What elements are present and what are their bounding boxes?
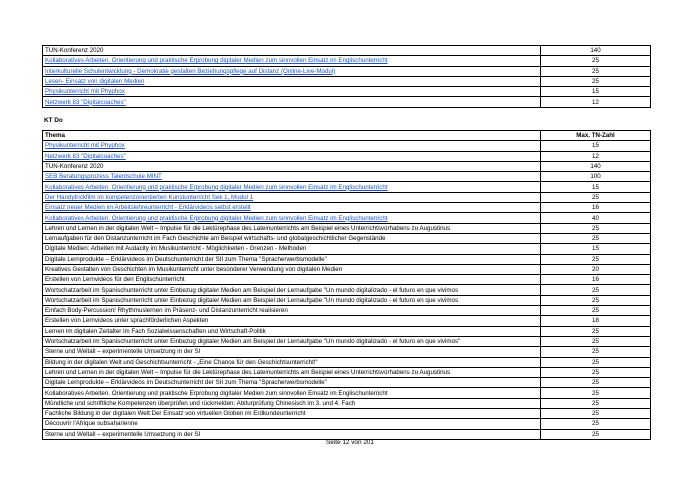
course-table-top bbox=[42, 45, 651, 108]
course-title: Bildung in der digitalen Welt und Geschichtsunterricht - „Eine Chance für den Geschichtsunterricht!“ bbox=[43, 357, 541, 367]
table-row bbox=[43, 141, 651, 151]
header-thema: Thema bbox=[43, 131, 541, 141]
table-row bbox=[43, 66, 651, 76]
table-row bbox=[43, 203, 651, 213]
course-link[interactable]: Kollaboratives Arbeiten. Orientierung und praktische Erprobung digitaler Medien zum sinnvollen Einsatz im Englischunterricht bbox=[43, 56, 541, 66]
course-link[interactable]: Lesen- Einsatz von digitalen Medien bbox=[43, 76, 541, 86]
table-row bbox=[43, 285, 651, 295]
participant-count: 25 bbox=[541, 367, 651, 377]
table-row bbox=[43, 213, 651, 223]
course-title: Sterne und Weltall – experimentelle Umsetzung in der SI bbox=[43, 347, 541, 357]
course-link[interactable]: Netzwerk 83 "Digitalcoaches" bbox=[43, 97, 541, 107]
table-row bbox=[43, 357, 651, 367]
course-title: TUN-Konferenz 2020 bbox=[43, 161, 541, 171]
table-row bbox=[43, 378, 651, 388]
participant-count: 25 bbox=[541, 56, 651, 66]
course-title: TUN-Konferenz 2020 bbox=[43, 46, 541, 56]
participant-count: 25 bbox=[541, 347, 651, 357]
participant-count: 20 bbox=[541, 264, 651, 274]
table-row bbox=[43, 172, 651, 182]
table-row bbox=[43, 233, 651, 243]
participant-count: 25 bbox=[541, 76, 651, 86]
participant-count: 25 bbox=[541, 336, 651, 346]
table-row bbox=[43, 409, 651, 419]
course-title: Fachliche Bildung in der digitalen Welt:Der Einsatz von virtuellen Globen im Erdkundeunterricht bbox=[43, 409, 541, 419]
participant-count: 16 bbox=[541, 275, 651, 285]
participant-count: 12 bbox=[541, 97, 651, 107]
participant-count: 25 bbox=[541, 388, 651, 398]
participant-count: 25 bbox=[541, 326, 651, 336]
course-link[interactable]: SEB Beratungsprozess Talentschule MINT bbox=[43, 172, 541, 182]
course-title: Erstellen von Lernvideos für den Englischunterricht bbox=[43, 275, 541, 285]
course-link[interactable]: Interkulturelle Schulentwicklung - Demokratie gestalten Beziehungspflege auf Distanz (Online-Live-Modul) bbox=[43, 66, 541, 76]
course-title: Digitale Lernprodukte – Erklärvideos im Deutschunterricht der SII zum Thema "Spracherwerbsmodelle" bbox=[43, 378, 541, 388]
course-link[interactable]: Kollaboratives Arbeiten. Orientierung und praktische Erprobung digitaler Medien zum sinnvollen Einsatz im Englischunterricht bbox=[43, 182, 541, 192]
table-row bbox=[43, 87, 651, 97]
course-title: Lernaufgaben für den Distanzunterricht im Fach Geschichte am Beispiel wirtschafts- und globalgeschichtlicher Gegenstände bbox=[43, 233, 541, 243]
section-label: KT Do bbox=[44, 117, 63, 124]
course-title: Lernen im digitalen Zeitalter im Fach Sozialwissenschaften und Wirtschaft-Politik bbox=[43, 326, 541, 336]
table-row bbox=[43, 254, 651, 264]
course-title: Lehren und Lernen in der digitalen Welt – Impulse für die Lektürephase des Lateinunterrichts am Beispiel eines Unterrichtsvorhabens zu Augustinus bbox=[43, 367, 541, 377]
table-row bbox=[43, 275, 651, 285]
participant-count: 25 bbox=[541, 357, 651, 367]
participant-count: 25 bbox=[541, 295, 651, 305]
participant-count: 25 bbox=[541, 254, 651, 264]
course-title: Wortschatzarbeit im Spanischunterricht unter Einbezug digitaler Medien am Beispiel der Lernaufgabe "Un mundo digitalizado - el futuro en que vivimos bbox=[43, 285, 541, 295]
table-row bbox=[43, 398, 651, 408]
table-row bbox=[43, 347, 651, 357]
table-row bbox=[43, 367, 651, 377]
table-row bbox=[43, 244, 651, 254]
participant-count: 25 bbox=[541, 378, 651, 388]
participant-count: 15 bbox=[541, 141, 651, 151]
table-row bbox=[43, 97, 651, 107]
participant-count: 15 bbox=[541, 87, 651, 97]
participant-count: 15 bbox=[541, 244, 651, 254]
participant-count: 25 bbox=[541, 398, 651, 408]
participant-count: 25 bbox=[541, 285, 651, 295]
page-footer: Seite 12 von 201 bbox=[326, 439, 374, 446]
table-row bbox=[43, 76, 651, 86]
participant-count: 25 bbox=[541, 419, 651, 429]
participant-count: 25 bbox=[541, 429, 651, 439]
table-row bbox=[43, 151, 651, 161]
course-title: Kreatives Gestalten von Geschichten im Musikunterricht unter besonderer Verwendung von digitalen Medien bbox=[43, 264, 541, 274]
table-row bbox=[43, 46, 651, 56]
table-row bbox=[43, 192, 651, 202]
participant-count: 16 bbox=[541, 203, 651, 213]
course-link[interactable]: Physikunterricht mit Phyphox bbox=[43, 141, 541, 151]
course-title: Erstellen von Lernvideos unter sprachförderlichen Aspekten bbox=[43, 316, 541, 326]
participant-count: 100 bbox=[541, 172, 651, 182]
participant-count: 25 bbox=[541, 306, 651, 316]
participant-count: 25 bbox=[541, 192, 651, 202]
participant-count: 25 bbox=[541, 233, 651, 243]
participant-count: 18 bbox=[541, 316, 651, 326]
table-row bbox=[43, 306, 651, 316]
header-max-tn: Max. TN-Zahl bbox=[541, 131, 651, 141]
course-title: Wortschatzarbeit im Spanischunterricht unter Einbezug digitaler Medien am Beispiel der Lernaufgabe "Un mundo digitalizado - el futuro en que vivimos" bbox=[43, 336, 541, 346]
table-row bbox=[43, 295, 651, 305]
table-header-row bbox=[43, 131, 651, 141]
participant-count: 12 bbox=[541, 151, 651, 161]
participant-count: 25 bbox=[541, 223, 651, 233]
table-row bbox=[43, 264, 651, 274]
course-link[interactable]: Der Handytrickfilm im kompetenzorientierten Kunstunterricht Sek 1, Modul 1 bbox=[43, 192, 541, 202]
course-link[interactable]: Einsatz neuer Medien im Arbeitslehreunterricht - Erklärvideos selbst erstellt bbox=[43, 203, 541, 213]
table-row bbox=[43, 223, 651, 233]
table-row bbox=[43, 161, 651, 171]
course-title: Wortschatzarbeit im Spanischunterricht unter Einbezug digitaler Medien am Beispiel der Lernaufgabe "Un mundo digitalizado - el futuro en que vivimos bbox=[43, 295, 541, 305]
participant-count: 140 bbox=[541, 46, 651, 56]
course-title: Découvrir l'Afrique subsaharienne bbox=[43, 419, 541, 429]
participant-count: 25 bbox=[541, 409, 651, 419]
course-title: Digitale Lernprodukte – Erklärvideos im Deutschunterricht der SII zum Thema "Spracherwerbsmodelle" bbox=[43, 254, 541, 264]
course-title: Mündliche und schriftliche Kompetenzen überprüfen und rückmelden: Abiturprüfung Chinesisch im 3. und 4. Fach bbox=[43, 398, 541, 408]
table-row bbox=[43, 56, 651, 66]
participant-count: 15 bbox=[541, 182, 651, 192]
course-title: Lehren und Lernen in der digitalen Welt – Impulse für die Lektürephase des Lateinunterrichts am Beispiel eines Unterrichtsvorhabens zu Augustinus bbox=[43, 223, 541, 233]
course-link[interactable]: Netzwerk 83 "Digitalcoaches" bbox=[43, 151, 541, 161]
table-row bbox=[43, 388, 651, 398]
table-row bbox=[43, 419, 651, 429]
course-title: Sterne und Weltall – experimentelle Umsetzung in der SI bbox=[43, 429, 541, 439]
table-row bbox=[43, 316, 651, 326]
table-row bbox=[43, 429, 651, 439]
course-link[interactable]: Physikunterricht mit Phyphox bbox=[43, 87, 541, 97]
course-title: Kollaboratives Arbeiten. Orientierung und praktische Erprobung digitaler Medien zum sinnvollen Einsatz im Englischunterricht bbox=[43, 388, 541, 398]
table-row bbox=[43, 326, 651, 336]
course-title: Einfach Body-Percussion! Rhythmuslernen im Präsenz- und Distanzunterricht realisieren bbox=[43, 306, 541, 316]
table-row bbox=[43, 182, 651, 192]
course-title: Digitale Medien: Arbeiten mit Audacity im Musikunterricht - Möglichkeiten - Grenzen - Methoden bbox=[43, 244, 541, 254]
participant-count: 140 bbox=[541, 161, 651, 171]
course-table-kt-do bbox=[42, 130, 651, 440]
participant-count: 40 bbox=[541, 213, 651, 223]
course-link[interactable]: Kollaboratives Arbeiten. Orientierung und praktische Erprobung digitaler Medien zum sinnvollen Einsatz im Englischunterricht bbox=[43, 213, 541, 223]
participant-count: 25 bbox=[541, 66, 651, 76]
table-row bbox=[43, 336, 651, 346]
